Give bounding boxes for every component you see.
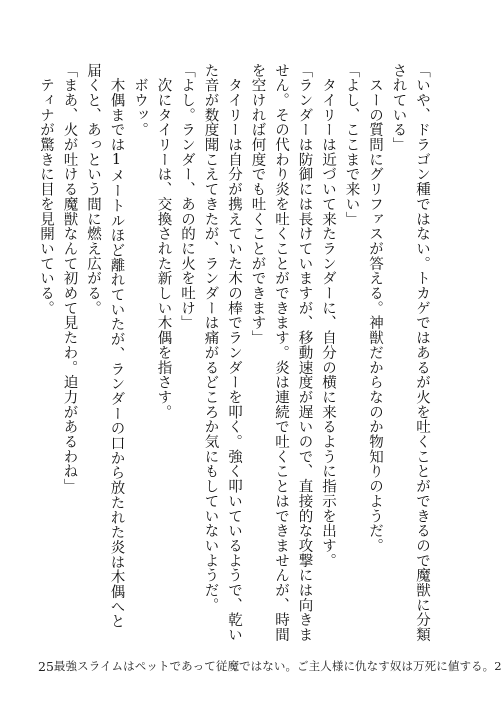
paragraph-narration: 木偶までは1メートルほど離れていたが、ランダーの口から放たれた炎は木偶へと届くと、あっという間に燃え広がる。 <box>85 63 125 629</box>
paragraph-narration: スーの質問にグリファスが答える。神獣だからなのか物知りのようだ。 <box>367 63 383 554</box>
paragraph-dialogue: 「まあ、火が吐ける魔獣なんて初めて見たわ。迫力があるわね」 <box>61 63 78 494</box>
paragraph-narration: 次にタイリーは、交換された新しい木偶を指さす。 <box>155 63 172 420</box>
page-footer <box>38 656 502 676</box>
paragraph-dialogue: 「よし。ランダー、あの的に火を吐け」 <box>179 63 195 331</box>
paragraph-narration: ティナが驚きに目を見開いている。 <box>38 63 54 316</box>
page-number: 25 <box>38 658 54 674</box>
paragraph-sound-effect: ボウッ。 <box>132 63 148 138</box>
paragraph-narration: タイリーは近づいて来たランダーに、自分の横に来るように指示を出す。 <box>320 63 336 568</box>
paragraph-dialogue: 「よし、ここまで来い」 <box>343 63 360 227</box>
running-title: 最強スライムはペットであって従魔ではない。ご主人様に仇なす奴は万死に値する。2 <box>53 659 502 673</box>
paragraph-dialogue-grifas: 「いや、ドラゴン種ではない。トカゲではあるが火を吐くことができるので魔獣に分類されている」 <box>390 63 430 643</box>
vertical-body-text <box>38 63 433 643</box>
paragraph-narration: タイリーは自分が携えていた木の棒でランダーを叩く。強く叩いているようで、乾いた音が数度聞こえてきたが、ランダーは痛がるどころか気にもしていないようだ。 <box>202 63 242 643</box>
paragraph-dialogue: 「ランダーは防御には長けていますが、移動速度が遅いので、直接的な攻撃には向きません。その代わり炎を吐くことができます。炎は連続で吐くことはできませんが、時間を空ければ何度でも吐くことができます」 <box>249 63 313 643</box>
